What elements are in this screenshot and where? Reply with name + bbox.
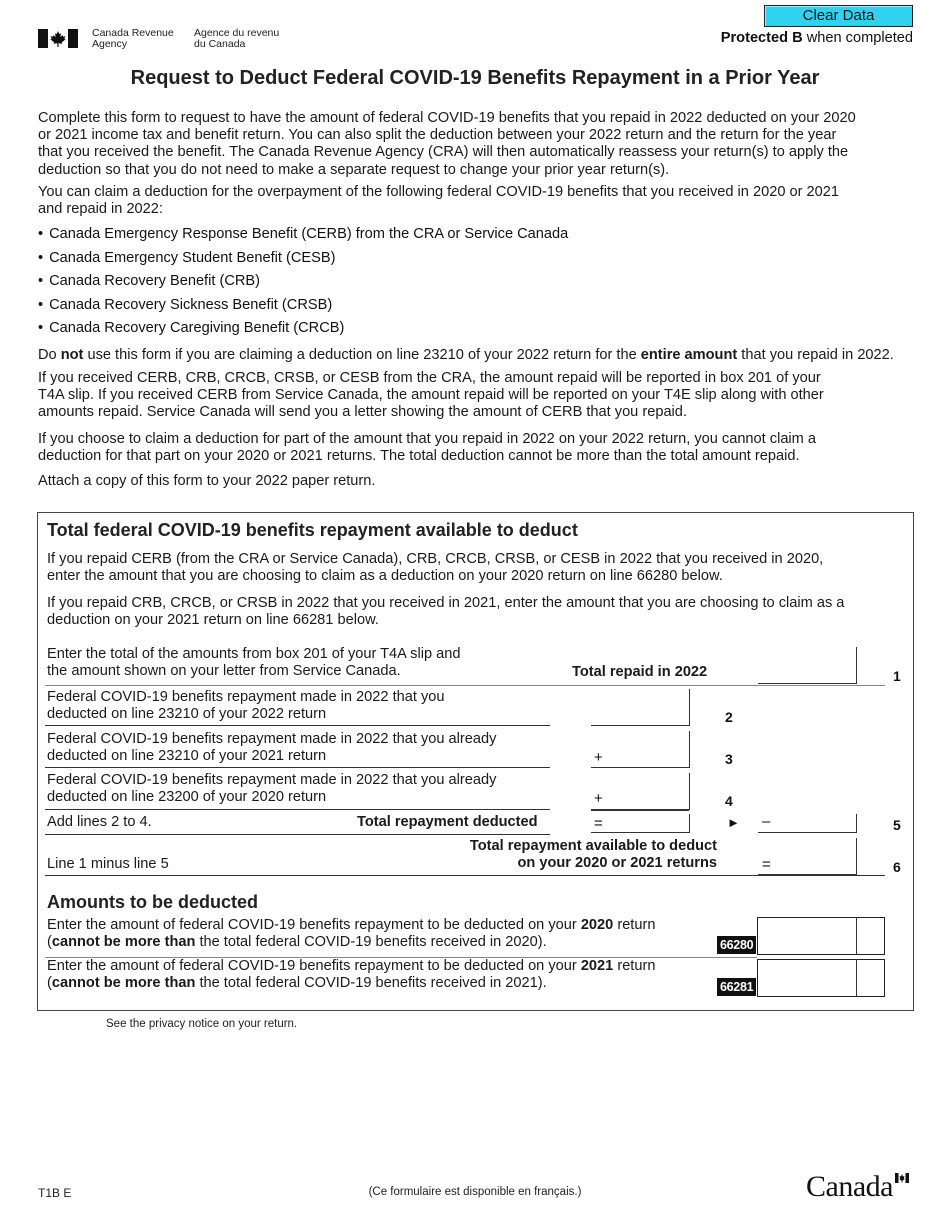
line-2-description: Federal COVID-19 benefits repayment made in 2022 that you deducted on line 23210 of your 2022 return — [47, 689, 445, 723]
line-4-plus-operator: + — [594, 790, 603, 807]
section-1-title: Total federal COVID-19 benefits repayment available to deduct — [47, 520, 578, 540]
line-number-3: 3 — [725, 751, 733, 767]
french-availability-notice: (Ce formulaire est disponible en français.) — [368, 1186, 582, 1198]
line-code-66280: 66280 — [717, 936, 756, 954]
arrow-right-icon: ► — [727, 815, 740, 830]
form-code: T1B E — [38, 1186, 72, 1200]
section-1-paragraph-2: If you repaid CRB, CRCB, or CRSB in 2022 that you received in 2021, enter the amount that you are choosing to claim as a deduction on your 2021 return on line 66281 below. — [47, 595, 845, 629]
list-item: • Canada Emergency Student Benefit (CESB) — [38, 250, 335, 266]
line-5-left-amount-field[interactable] — [607, 813, 687, 831]
intro-paragraph-1: Complete this form to request to have the amount of federal COVID-19 benefits that you repaid in 2022 deducted on your 2020 or 2021 income tax and benefit return. You can also split the deduction between your 2022 return and the return for the year that you received the benefit. The Canada Revenue Agency (CRA) will then automatically reassess your return(s) to apply the deduction so that you do not need to make a separate request to change your prior year return(s). — [38, 110, 856, 178]
line-number-5: 5 — [893, 817, 901, 833]
line-number-1: 1 — [893, 668, 901, 684]
canada-wordmark: Canada — [806, 1170, 893, 1203]
line-5-equals-operator: = — [594, 815, 603, 832]
line-6-label: Total repayment available to deduct on your 2020 or 2021 returns — [469, 838, 717, 872]
maple-leaf-icon — [50, 31, 66, 47]
line-3-amount-field[interactable] — [607, 732, 687, 766]
line-5-minus-operator: – — [762, 813, 771, 830]
line-1-amount-field[interactable] — [760, 649, 854, 682]
list-item: • Canada Recovery Benefit (CRB) — [38, 273, 260, 289]
agency-name-fr: Agence du revenu du Canada — [194, 27, 280, 50]
line-1-label: Total repaid in 2022 — [572, 664, 708, 680]
deduct-2021-amount-field[interactable] — [757, 959, 885, 997]
privacy-notice: See the privacy notice on your return. — [106, 1018, 298, 1030]
line-6-description: Line 1 minus line 5 — [47, 856, 169, 872]
list-item: • Canada Emergency Response Benefit (CERB) from the CRA or Service Canada — [38, 226, 568, 242]
wordmark-flag-icon — [895, 1173, 909, 1183]
list-item: • Canada Recovery Caregiving Benefit (CRCB) — [38, 320, 344, 336]
intro-paragraph-4: If you received CERB, CRB, CRCB, CRSB, or CESB from the CRA, the amount repaid will be reported in box 201 of your T4A slip. If you received CERB from Service Canada, the amount repaid will be reported on your T4E slip along with other amounts repaid. Service Canada will send you a letter showing the amount of CERB that you repaid. — [38, 370, 824, 421]
line-number-2: 2 — [725, 709, 733, 725]
deduct-2020-amount-field[interactable] — [757, 917, 885, 955]
intro-paragraph-5: If you choose to claim a deduction for part of the amount that you repaid in 2022 on your 2022 return, you cannot claim a deduction for that part on your 2020 or 2021 returns. The total deduction cannot be more than the total amount repaid. — [38, 431, 817, 465]
line-5-description: Add lines 2 to 4. — [47, 814, 152, 830]
agency-name-en: Canada Revenue Agency — [92, 27, 174, 50]
line-number-4: 4 — [725, 793, 733, 809]
deduct-2020-description: Enter the amount of federal COVID-19 benefits repayment to be deducted on your 2020 return (cannot be more than the total federal COVID-19 benefits received in 2020). — [47, 917, 656, 951]
line-5-label: Total repayment deducted — [357, 814, 538, 830]
line-4-amount-field[interactable] — [607, 774, 687, 808]
line-4-description: Federal COVID-19 benefits repayment made in 2022 that you already deducted on line 23200 of your 2020 return — [47, 772, 497, 806]
list-item: • Canada Recovery Sickness Benefit (CRSB) — [38, 297, 332, 313]
canada-flag-icon — [38, 29, 78, 48]
line-code-66281: 66281 — [717, 978, 756, 996]
line-5-right-amount-field[interactable] — [776, 813, 854, 831]
protected-notice: Protected B when completed — [720, 30, 913, 46]
intro-paragraph-6: Attach a copy of this form to your 2022 paper return. — [38, 473, 376, 489]
line-2-amount-field[interactable] — [593, 690, 687, 724]
page-title: Request to Deduct Federal COVID-19 Benefits Repayment in a Prior Year — [130, 67, 820, 89]
section-1-paragraph-1: If you repaid CERB (from the CRA or Service Canada), CRB, CRCB, CRSB, or CESB in 2022 that you received in 2020, enter the amount that you are choosing to claim as a deduction on your 2020 return on line 66280 below. — [47, 551, 824, 585]
clear-data-button[interactable]: Clear Data — [764, 5, 913, 27]
line-3-plus-operator: + — [594, 749, 603, 766]
section-2-title: Amounts to be deducted — [47, 892, 258, 912]
line-6-amount-field[interactable] — [776, 839, 854, 873]
intro-paragraph-3: Do not use this form if you are claiming a deduction on line 23210 of your 2022 return for the entire amount that you repaid in 2022. — [38, 347, 894, 363]
line-6-equals-operator: = — [762, 856, 771, 873]
line-1-description: Enter the total of the amounts from box 201 of your T4A slip and the amount shown on your letter from Service Canada. — [47, 646, 461, 680]
deduct-2021-description: Enter the amount of federal COVID-19 benefits repayment to be deducted on your 2021 return (cannot be more than the total federal COVID-19 benefits received in 2021). — [47, 958, 656, 992]
line-number-6: 6 — [893, 859, 901, 875]
intro-paragraph-2: You can claim a deduction for the overpayment of the following federal COVID-19 benefits that you received in 2020 or 2021 and repaid in 2022: — [38, 184, 839, 218]
line-3-description: Federal COVID-19 benefits repayment made in 2022 that you already deducted on line 23210 of your 2021 return — [47, 731, 497, 765]
